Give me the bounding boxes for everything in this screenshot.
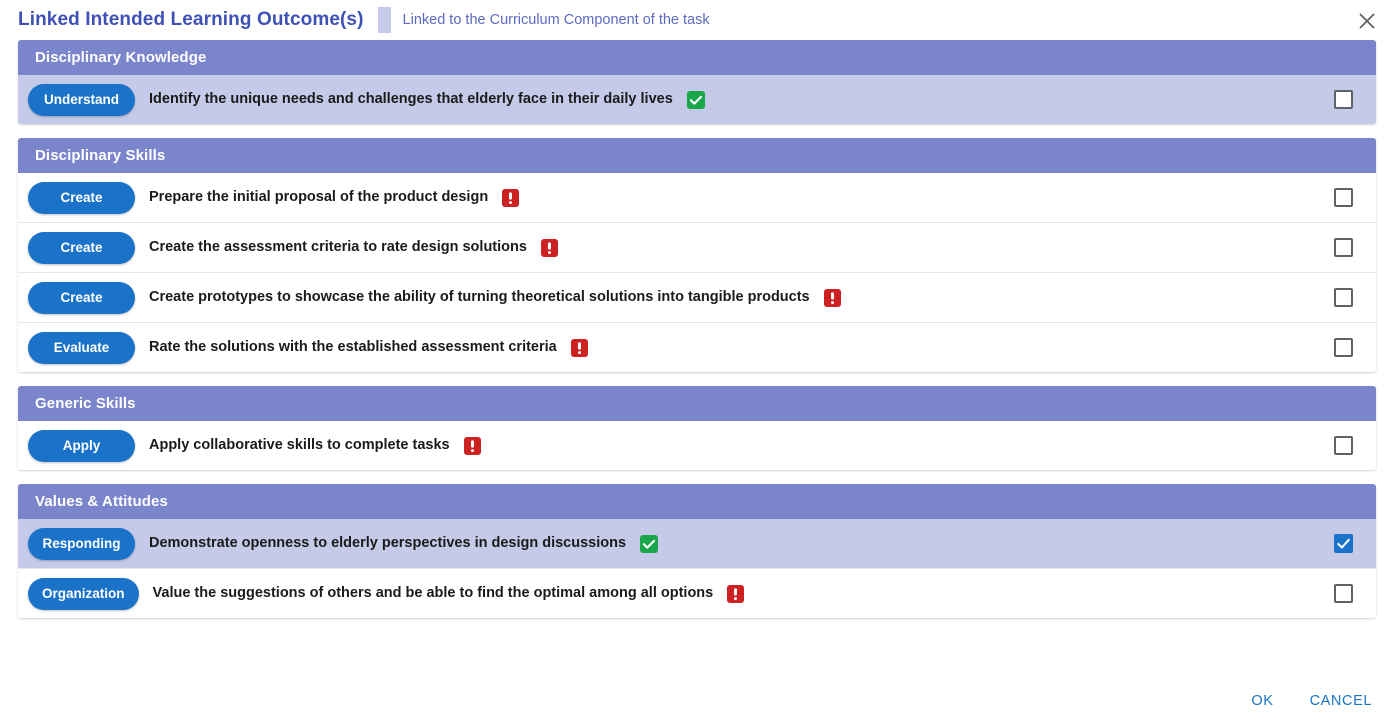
group-header: Disciplinary Skills (18, 138, 1376, 173)
level-chip[interactable]: Create (28, 232, 135, 264)
level-chip[interactable]: Organization (28, 578, 139, 610)
outcome-checkbox[interactable] (1334, 188, 1353, 207)
outcome-label: Identify the unique needs and challenges that elderly face in their daily lives (149, 90, 673, 107)
outcome-label: Apply collaborative skills to complete tasks (149, 436, 450, 453)
outcome-label: Create the assessment criteria to rate design solutions (149, 238, 527, 255)
outcome-label: Demonstrate openness to elderly perspectives in design discussions (149, 534, 627, 551)
checkbox-cell[interactable] (1310, 584, 1376, 603)
outcome-checkbox[interactable] (1334, 584, 1353, 603)
outcome-group (18, 484, 1376, 618)
outcome-row[interactable] (18, 223, 1376, 273)
cancel-button[interactable]: CANCEL (1309, 693, 1372, 709)
page-title: Linked Intended Learning Outcome(s) (18, 9, 364, 30)
check-green-icon (640, 535, 658, 553)
outcome-text-cell (135, 339, 1310, 357)
outcome-checkbox[interactable] (1334, 238, 1353, 257)
group-header: Generic Skills (18, 386, 1376, 421)
outcome-text-cell (135, 189, 1310, 207)
outcome-text-cell (135, 289, 1310, 307)
checkbox-cell[interactable] (1310, 238, 1376, 257)
dialog-footer (1247, 687, 1376, 715)
outcome-checkbox[interactable] (1334, 338, 1353, 357)
outcome-row[interactable] (18, 519, 1376, 569)
outcome-row[interactable] (18, 323, 1376, 372)
outcome-label: Value the suggestions of others and be able to find the optimal among all options (152, 584, 714, 601)
alert-red-icon (571, 339, 588, 357)
check-green-icon (687, 91, 705, 109)
checkbox-cell[interactable] (1310, 338, 1376, 357)
checkbox-cell[interactable] (1310, 436, 1376, 455)
level-chip[interactable]: Create (28, 282, 135, 314)
outcome-text-cell (135, 239, 1310, 257)
header-subtitle: Linked to the Curriculum Component of the task (402, 12, 710, 28)
alert-red-icon (464, 437, 481, 455)
outcome-label: Prepare the initial proposal of the product design (149, 188, 489, 205)
checkbox-cell[interactable] (1310, 90, 1376, 109)
outcomes-list (0, 40, 1394, 618)
level-chip[interactable]: Evaluate (28, 332, 135, 364)
title-divider (378, 7, 391, 33)
outcome-text-cell (135, 91, 1310, 109)
level-chip[interactable]: Understand (28, 84, 135, 116)
outcome-group (18, 386, 1376, 470)
ok-button[interactable]: OK (1251, 693, 1274, 709)
checkbox-cell[interactable] (1310, 534, 1376, 553)
outcome-text-cell (139, 585, 1310, 603)
group-header: Values & Attitudes (18, 484, 1376, 519)
alert-red-icon (502, 189, 519, 207)
outcome-row[interactable] (18, 75, 1376, 124)
outcome-checkbox[interactable] (1334, 90, 1353, 109)
outcome-text-cell (135, 437, 1310, 455)
outcome-label: Rate the solutions with the established assessment criteria (149, 338, 557, 355)
outcome-group (18, 40, 1376, 124)
outcome-label: Create prototypes to showcase the ability of turning theoretical solutions into tangible products (149, 288, 810, 305)
group-header: Disciplinary Knowledge (18, 40, 1376, 75)
outcome-checkbox[interactable] (1334, 288, 1353, 307)
level-chip[interactable]: Apply (28, 430, 135, 462)
alert-red-icon (541, 239, 558, 257)
outcome-row[interactable] (18, 273, 1376, 323)
outcome-text-cell (135, 535, 1310, 553)
outcome-row[interactable] (18, 173, 1376, 223)
level-chip[interactable]: Create (28, 182, 135, 214)
alert-red-icon (727, 585, 744, 603)
outcome-row[interactable] (18, 421, 1376, 470)
level-chip[interactable]: Responding (28, 528, 135, 560)
outcome-checkbox[interactable] (1334, 436, 1353, 455)
checkbox-cell[interactable] (1310, 288, 1376, 307)
outcome-row[interactable] (18, 569, 1376, 618)
alert-red-icon (824, 289, 841, 307)
close-icon[interactable] (1352, 6, 1382, 36)
outcome-checkbox[interactable] (1334, 534, 1353, 553)
dialog-header (0, 0, 1394, 40)
outcome-group (18, 138, 1376, 372)
checkbox-cell[interactable] (1310, 188, 1376, 207)
